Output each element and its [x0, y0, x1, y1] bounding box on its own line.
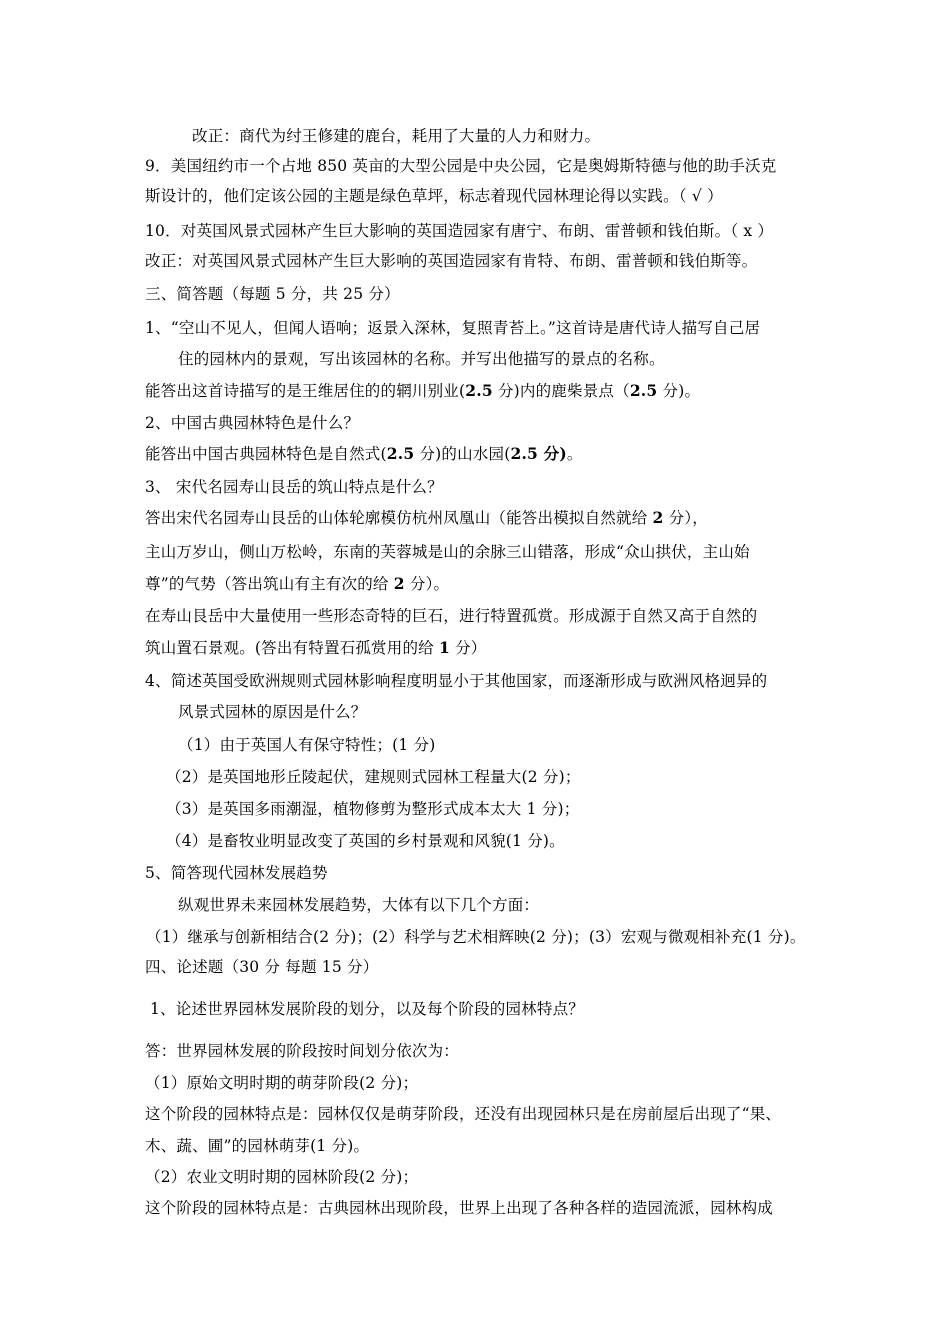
- answer-5-intro: 纵观世界未来园林发展趋势，大体有以下几个方面：: [178, 896, 540, 914]
- question-2: 2、中国古典园林特色是什么？: [145, 414, 360, 432]
- answer-3-line-3: 尊”的气势（答出筑山有主有次的给 2 分）。: [145, 574, 450, 593]
- statement-10: 10．对英国风景式园林产生巨大影响的英国造园家有唐宁、布朗、雷普顿和钱伯斯。（ x ）: [145, 222, 774, 240]
- correction-line-8: 改正：商代为纣王修建的鹿台，耗用了大量的人力和财力。: [192, 127, 601, 145]
- essay-stage-2: （2）农业文明时期的园林阶段(2 分)；: [145, 1168, 419, 1186]
- answer-2: 能答出中国古典园林特色是自然式(2.5 分)的山水园(2.5 分)。: [145, 444, 583, 463]
- section-heading-short-answer: 三、简答题（每题 5 分，共 25 分）: [145, 285, 400, 303]
- essay-question-1: 1、论述世界园林发展阶段的划分，以及每个阶段的园林特点？: [150, 1000, 584, 1018]
- section-heading-essay: 四、论述题（30 分 每题 15 分）: [145, 958, 379, 976]
- answer-4-item-3: （3）是英国多雨潮湿，植物修剪为整形式成本太大 1 分)；: [166, 800, 580, 818]
- answer-5-items: （1）继承与创新相结合(2 分)；(2）科学与艺术相辉映(2 分)；(3）宏观与微观相补充(1 分)。: [146, 928, 806, 946]
- correction-line-10: 改正：对英国风景式园林产生巨大影响的英国造园家有肯特、布朗、雷普顿和钱伯斯等。: [145, 252, 758, 270]
- question-4-line-1: 4、简述英国受欧洲规则式园林影响程度明显小于其他国家，而逐渐形成与欧洲风格迥异的: [145, 672, 768, 690]
- statement-9-line-1: 9．美国纽约市一个占地 850 英亩的大型公园是中央公园，它是奥姆斯特德与他的助手沃克: [145, 157, 777, 175]
- answer-4-item-2: （2）是英国地形丘陵起伏，建规则式园林工程量大(2 分)；: [166, 768, 581, 786]
- question-1-line-2: 住的园林内的景观，写出该园林的名称。并写出他描写的景点的名称。: [178, 350, 665, 368]
- essay-stage-1: （1）原始文明时期的萌芽阶段(2 分)；: [145, 1074, 419, 1092]
- answer-4-item-4: （4）是畜牧业明显改变了英国的乡村景观和风貌(1 分)。: [166, 832, 565, 850]
- question-3: 3、 宋代名园寿山艮岳的筑山特点是什么？: [145, 478, 443, 496]
- answer-3-line-4: 在寿山艮岳中大量使用一些形态奇特的巨石，进行特置孤赏。形成源于自然又高于自然的: [145, 607, 758, 625]
- essay-stage-2-feature-line-1: 这个阶段的园林特点是：古典园林出现阶段，世界上出现了各种各样的造园流派，园林构成: [145, 1199, 774, 1217]
- answer-3-line-5: 筑山置石景观。(答出有特置石孤赏用的给 1 分）: [145, 638, 487, 657]
- answer-1: 能答出这首诗描写的是王维居住的的辋川别业(2.5 分)内的鹿柴景点（2.5 分)。: [145, 381, 701, 400]
- essay-stage-1-feature-line-2: 木、蔬、圃”的园林萌芽(1 分)。: [145, 1137, 370, 1155]
- answer-4-item-1: （1）由于英国人有保守特性；(1 分): [178, 736, 436, 754]
- question-1-line-1: 1、“空山不见人，但闻人语响；返景入深林，复照青苔上。”这首诗是唐代诗人描写自己居: [145, 319, 761, 337]
- answer-3-line-1: 答出宋代名园寿山艮岳的山体轮廓模仿杭州凤凰山（能答出模拟自然就给 2 分），: [145, 508, 709, 527]
- answer-3-line-2: 主山万岁山，侧山万松岭，东南的芙蓉城是山的余脉三山错落，形成“众山拱伏，主山始: [145, 543, 750, 561]
- essay-stage-1-feature-line-1: 这个阶段的园林特点是：园林仅仅是萌芽阶段，还没有出现园林只是在房前屋后出现了“果、: [145, 1105, 782, 1123]
- statement-9-line-2: 斯设计的，他们定该公园的主题是绿色草坪，标志着现代园林理论得以实践。（ √ ）: [145, 187, 723, 205]
- essay-answer-intro: 答：世界园林发展的阶段按时间划分依次为：: [145, 1042, 460, 1060]
- question-5: 5、简答现代园林发展趋势: [145, 864, 328, 882]
- question-4-line-2: 风景式园林的原因是什么？: [178, 703, 367, 721]
